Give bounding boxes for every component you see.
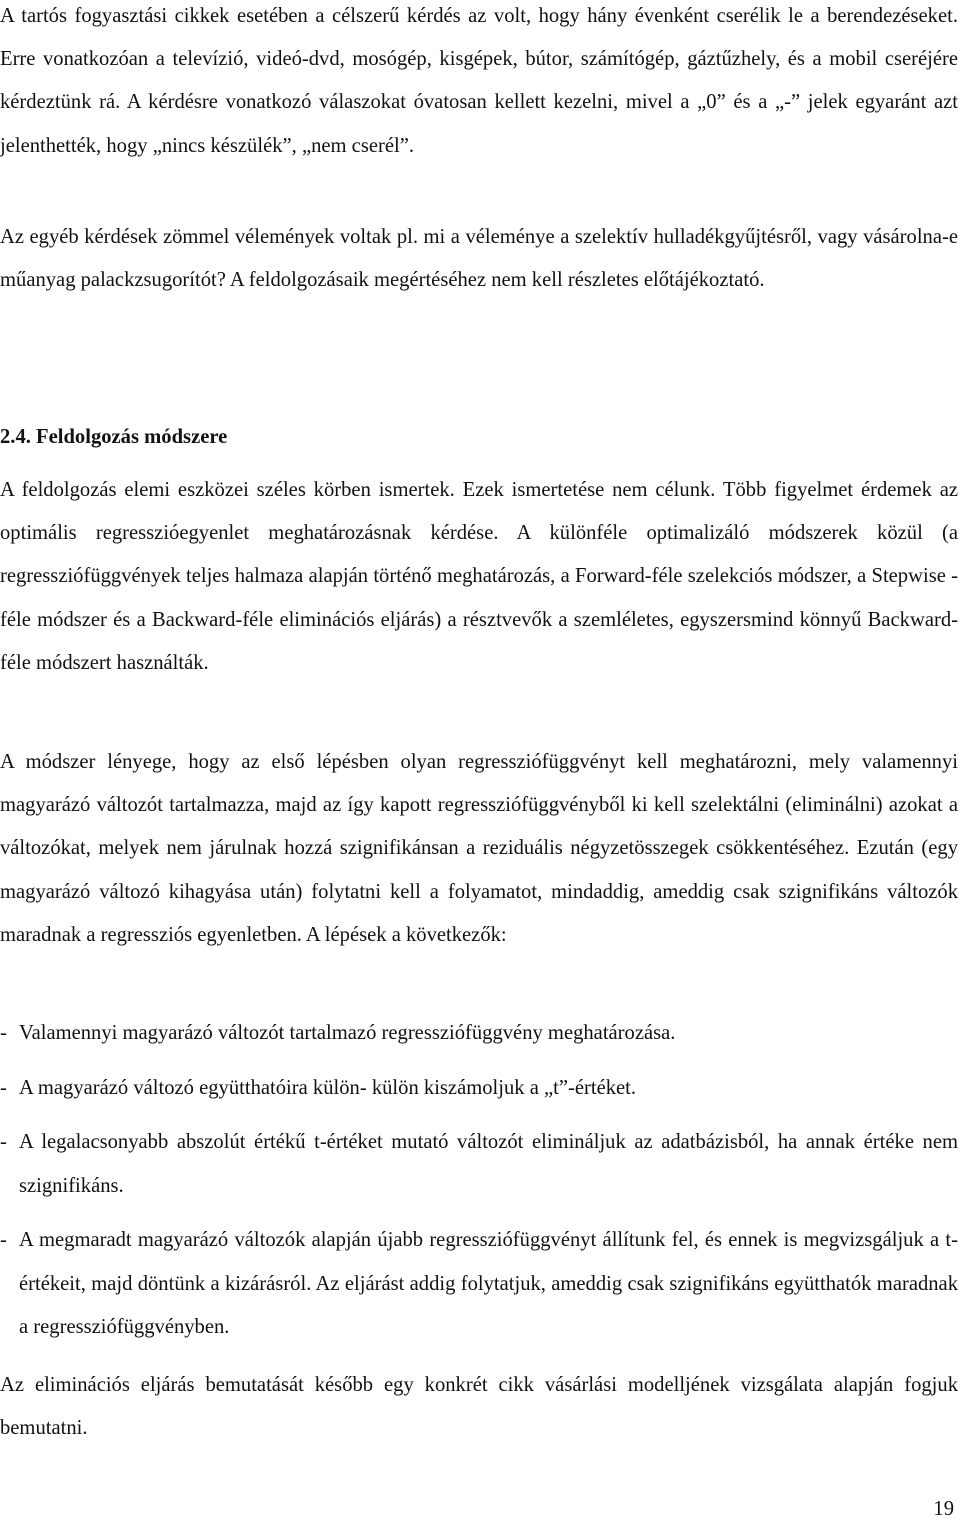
section-paragraph-backward-method: A módszer lényege, hogy az első lépésben olyan regressziófüggvényt kell meghatározni, mely valamennyi magyarázó változót tartalmazza, majd az így kapott regressziófüggvényből ki kell szelektálni (eliminálni) azokat a változókat, melyek nem járulnak hozzá szignifikánsan a reziduális négyzetösszegek csökkentéséhez. Ezután (egy magyarázó változó kihagyása után) folytatni kell a folyamatot, mindaddig, ameddig csak szignifikáns változók maradnak a regressziós egyenletben. A lépések a következők: <box>0 751 958 946</box>
step-dash-marker: - <box>0 1229 7 1252</box>
list-item <box>0 1012 958 1055</box>
section-heading: 2.4. Feldolgozás módszere <box>0 426 228 448</box>
steps-list <box>0 1012 958 1360</box>
intro-paragraph-other-questions: Az egyéb kérdések zömmel vélemények voltak pl. mi a véleménye a szelektív hulladékgyűjtésről, vagy vásárolna-e műanyag palackzsugorítót? A feldolgozásaik megértéséhez nem kell részletes előtájékoztató. <box>0 226 958 292</box>
step-dash-marker: - <box>0 1131 7 1154</box>
page-number: 19 <box>933 1498 954 1520</box>
list-item <box>0 1067 958 1110</box>
step-text: Valamennyi magyarázó változót tartalmazó regressziófüggvény meghatározása. <box>19 1022 676 1044</box>
closing-paragraph: Az eliminációs eljárás bemutatását később egy konkrét cikk vásárlási modelljének vizsgálata alapján fogjuk bemutatni. <box>0 1374 958 1440</box>
intro-paragraph-durable-goods: A tartós fogyasztási cikkek esetében a célszerű kérdés az volt, hogy hány évenként cserélik le a berendezéseket. Erre vonatkozóan a televízió, videó-dvd, mosógép, kisgépek, bútor, számítógép, gáztűzhely, és a mobil cseréjére kérdeztünk rá. A kérdésre vonatkozó válaszokat óvatosan kellett kezelni, mivel a „0” és a „-” jelek egyaránt azt jelenthették, hogy „nincs készülék”, „nem cserél”. <box>0 5 958 157</box>
section-paragraph-methods: A feldolgozás elemi eszközei széles körben ismertek. Ezek ismertetése nem célunk. Több figyelmet érdemek az optimális regresszióegyenlet meghatározásnak kérdése. A különféle optimalizáló módszerek közül (a regressziófüggvények teljes halmaza alapján történő meghatározás, a Forward-féle szelekciós módszer, a Stepwise -féle módszer és a Backward-féle eliminációs eljárás) a résztvevők a szemléletes, egyszersmind könnyű Backward-féle módszert használták. <box>0 479 958 674</box>
step-text: A megmaradt magyarázó változók alapján újabb regressziófüggvényt állítunk fel, és ennek is megvizsgáljuk a t-értékeit, majd döntünk a kizárásról. Az eljárást addig folytatjuk, ameddig csak szignifikáns együtthatók maradnak a regressziófüggvényben. <box>19 1229 958 1338</box>
step-dash-marker: - <box>0 1076 7 1099</box>
step-text: A magyarázó változó együtthatóira külön- külön kiszámoljuk a „t”-értéket. <box>19 1076 637 1099</box>
step-text: A legalacsonyabb abszolút értékű t-értéket mutató változót elimináljuk az adatbázisból, ha annak értéke nem szignifikáns. <box>19 1131 958 1197</box>
list-item <box>0 1219 958 1349</box>
step-dash-marker: - <box>0 1022 7 1044</box>
list-item <box>0 1121 958 1207</box>
